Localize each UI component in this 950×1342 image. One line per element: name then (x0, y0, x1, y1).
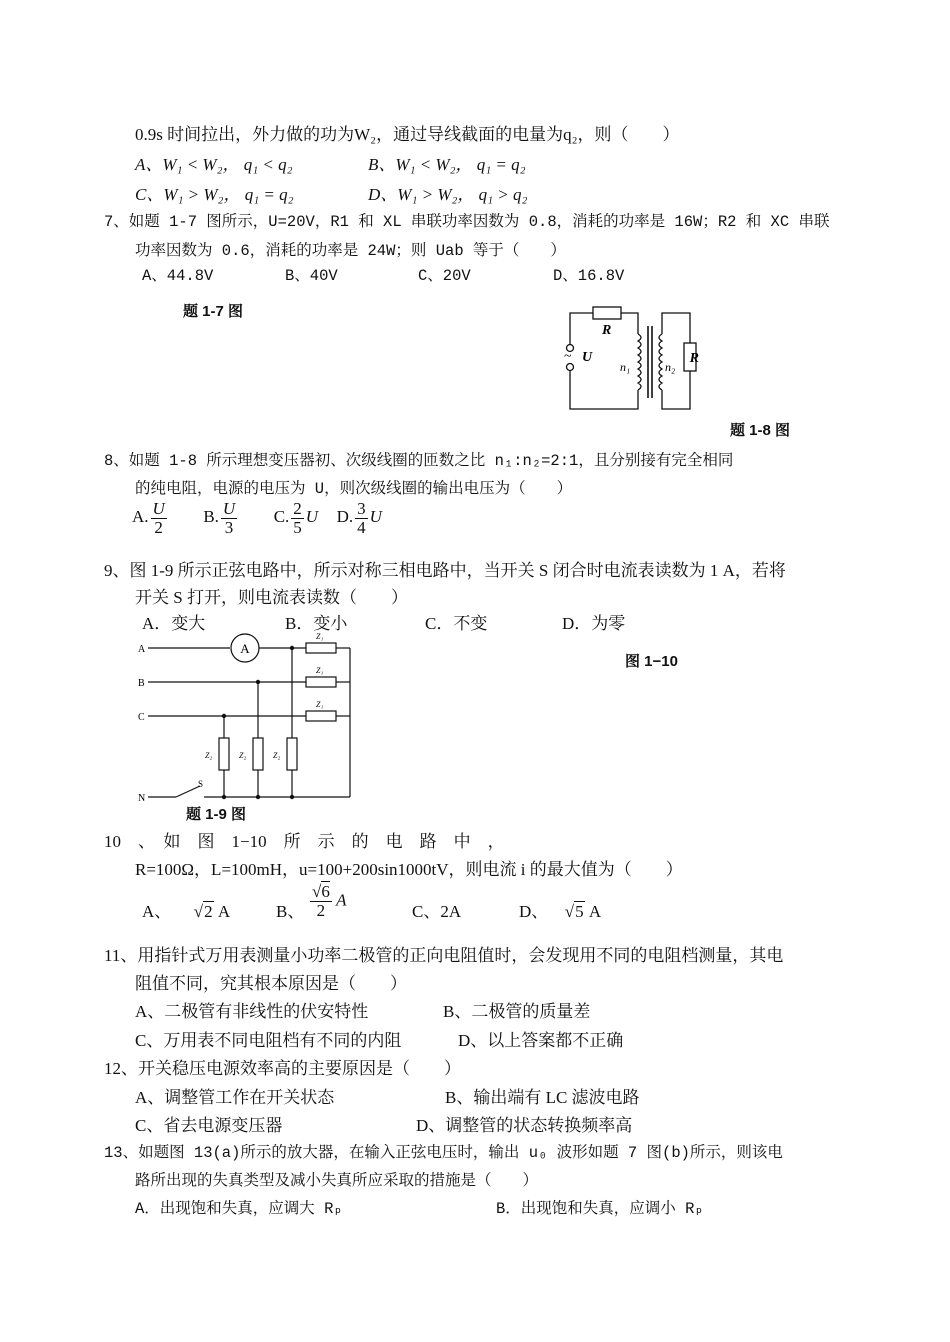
fig19-z1-b: Z₁ (316, 666, 324, 675)
q7-option-b: B、40V (285, 267, 338, 285)
fig19-phase-c: C (138, 712, 145, 723)
q11-option-c: C、万用表不同电阻档有不同的内阻 (135, 1031, 402, 1050)
fig18-tilde: ~ (564, 349, 572, 364)
q8-options (132, 500, 382, 537)
figure-1-8-label: 题 1-8 图 (730, 422, 791, 439)
fig18-n1: n₁ (620, 360, 631, 374)
q6-option-c: C、W₁ > W₂， q₁ = q₂ (135, 185, 294, 204)
q12-option-c: C、省去电源变压器 (135, 1116, 283, 1135)
q13-option-a: A．出现饱和失真，应调大 Rₚ (135, 1200, 343, 1218)
q7-option-d: D、16.8V (553, 267, 625, 285)
fig19-z1-c: Z₁ (316, 700, 324, 709)
q10-option-b: B、 (276, 902, 305, 921)
q8-stem-line2: 的纯电阻，电源的电压为 U，则次级线圈的输出电压为（ ） (135, 480, 573, 498)
figure-1-9-label: 题 1-9 图 (186, 806, 247, 823)
q9-option-c: C．不变 (425, 614, 488, 633)
q9-option-a: A．变大 (142, 614, 206, 633)
q6-option-b: B、W₁ < W₂， q₁ = q₂ (368, 155, 526, 174)
q12-option-a: A、调整管工作在开关状态 (135, 1088, 335, 1107)
figure-1-7-label: 题 1-7 图 (183, 303, 244, 320)
q12-stem: 12、开关稳压电源效率高的主要原因是（ ） (104, 1059, 461, 1078)
q10-option-c: C、2A (412, 902, 462, 921)
q7-option-c: C、20V (418, 267, 471, 285)
sqrt-icon: √ (312, 882, 322, 901)
fig19-switch: S (198, 779, 204, 789)
q11-option-b: B、二极管的质量差 (443, 1002, 591, 1021)
q13-stem-line1: 13、如题图 13(a)所示的放大器，在输入正弦电压时，输出 u₀ 波形如题 7 图(b)所示，则该电 (104, 1144, 783, 1162)
q11-option-d: D、以上答案都不正确 (458, 1031, 624, 1050)
fig19-z2-1: Z₂ (205, 751, 213, 760)
fig19-phase-b: B (138, 678, 145, 689)
fig18-r-top: R (602, 323, 612, 338)
q6-option-d: D、W₁ > W₂， q₁ > q₂ (368, 185, 528, 204)
q10-stem-line1: 10 、 如 图 1−10 所 示 的 电 路 中 ， (104, 832, 505, 851)
q7-option-a: A、44.8V (142, 267, 214, 285)
fig19-z2-2: Z₂ (239, 751, 247, 760)
fig18-r-right: R (689, 351, 699, 366)
sqrt-icon: √ (193, 902, 204, 921)
q12-option-b: B、输出端有 LC 滤波电路 (445, 1088, 640, 1107)
q13-stem-line2: 路所出现的失真类型及减小失真所应采取的措施是（ ） (135, 1172, 539, 1190)
q8-option-c: C. $\frac{2}{5}$ U (273, 499, 319, 537)
q11-option-a: A、二极管有非线性的伏安特性 (135, 1002, 369, 1021)
q10-option-d: D、 √5 A (519, 902, 602, 921)
fig19-z1-a: Z₁ (316, 632, 324, 641)
q11-stem-line1: 11、用指针式万用表测量小功率二极管的正向电阻值时，会发现用不同的电阻档测量，其电 (104, 946, 784, 965)
q13-option-b: B．出现饱和失真，应调小 Rₚ (496, 1200, 704, 1218)
q12-option-d: D、调整管的状态转换频率高 (416, 1116, 633, 1135)
q6-stem: 0.9s 时间拉出，外力做的功为W₂，通过导线截面的电量为q₂，则（ ） (135, 125, 680, 144)
q6-option-a: A、W₁ < W₂， q₁ < q₂ (135, 155, 293, 174)
q8-option-b: B. $\frac{U}{3}$ (203, 499, 236, 537)
fig19-phase-a: A (138, 644, 146, 655)
sqrt-icon: √ (564, 902, 575, 921)
q10-stem-line2: R=100Ω，L=100mH，u=100+200sin1000tV，则电流 i 的最大值为（ ） (135, 860, 683, 879)
figure-1-10-label: 图 1−10 (625, 653, 678, 670)
figure-1-8-transformer (560, 296, 700, 414)
q9-option-b: B．变小 (285, 614, 348, 633)
q8-option-d: D. $\frac{3}{4}$ U (336, 499, 382, 537)
q7-stem-line2: 功率因数为 0.6，消耗的功率是 24W；则 Uab 等于（ ） (135, 242, 566, 260)
q9-stem-line2: 开关 S 打开，则电流表读数（ ） (135, 588, 408, 607)
q9-stem-line1: 9、图 1-9 所示正弦电路中，所示对称三相电路中，当开关 S 闭合时电流表读数为 1 A，若将 (104, 561, 786, 580)
q10-option-a: A、 √2 A (142, 902, 231, 921)
q11-stem-line2: 阻值不同，究其根本原因是（ ） (135, 974, 407, 993)
fig18-u: U (582, 350, 593, 365)
fig19-z2-3: Z₂ (273, 751, 281, 760)
q8-stem-line1: 8、如题 1-8 所示理想变压器初、次级线圈的匝数之比 n₁:n₂=2:1，且分别接有完全相同 (104, 452, 734, 470)
q9-option-d: D．为零 (562, 614, 626, 633)
q10-option-b-fraction: $\frac{√6}{2}$ A (312, 882, 347, 920)
figure-1-9-three-phase (138, 630, 358, 802)
fig18-n2: n₂ (665, 360, 676, 374)
q8-option-a: A. $\frac{U}{2}$ (132, 499, 165, 537)
fig19-ammeter: A (240, 641, 250, 656)
q7-stem-line1: 7、如题 1-7 图所示，U=20V，R1 和 XL 串联功率因数为 0.8，消耗的功率是 16W；R2 和 XC 串联 (104, 213, 830, 231)
fig19-neutral: N (138, 793, 146, 802)
